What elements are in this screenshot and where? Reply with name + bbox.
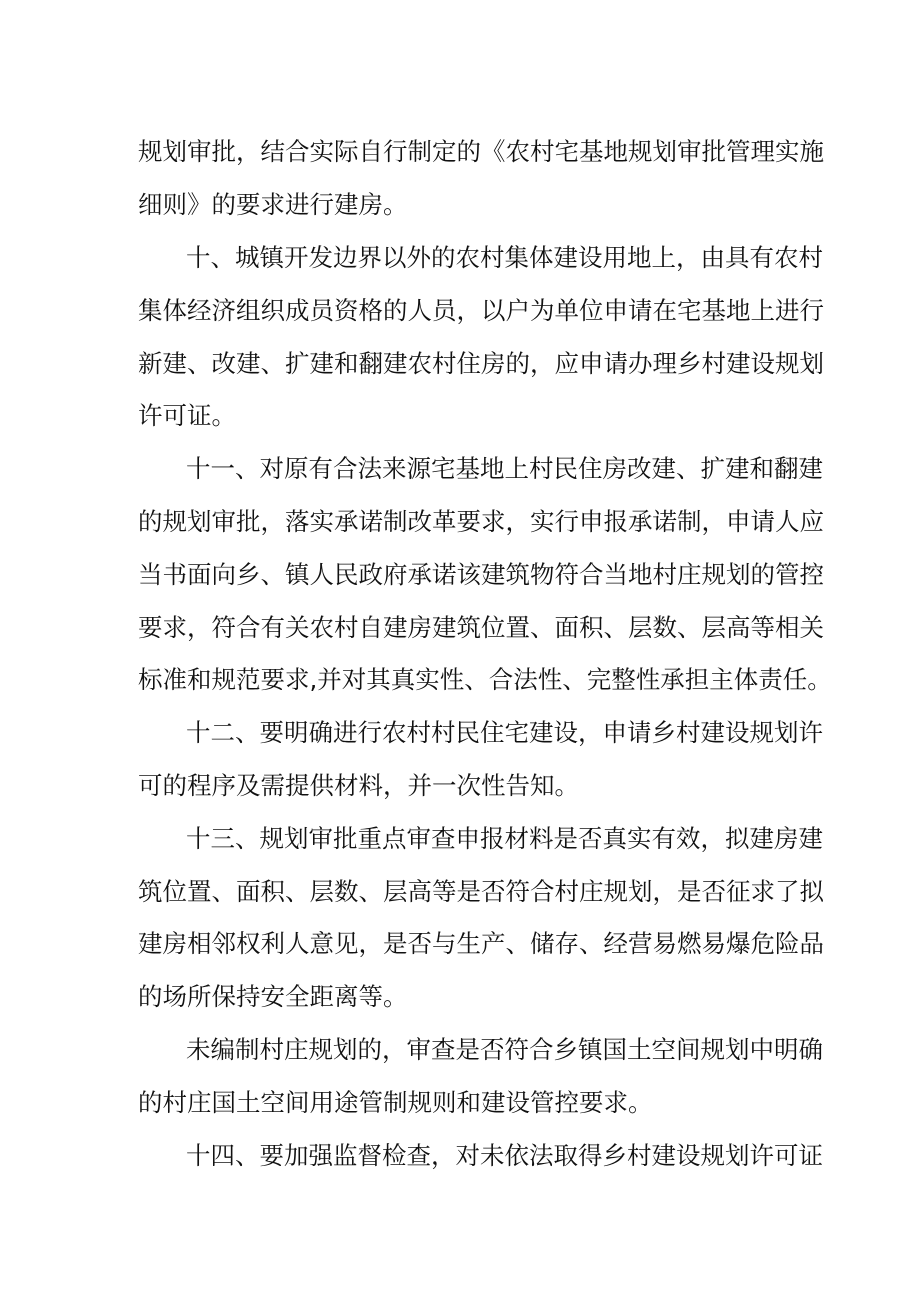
paragraph-start-line: 未编制村庄规划的，审查是否符合乡镇国土空间规划中明确 <box>186 1035 823 1064</box>
text-line: 细则》的要求进行建房。 <box>138 190 408 219</box>
text-line: 的场所保持安全距离等。 <box>138 982 408 1011</box>
text-line: 许可证。 <box>138 401 236 430</box>
paragraph-start-line: 十四、要加强监督检查，对未依法取得乡村建设规划许可证 <box>186 1141 823 1170</box>
text-line: 集体经济组织成员资格的人员，以户为单位申请在宅基地上进行 <box>138 296 824 325</box>
text-line: 的规划审批，落实承诺制改革要求，实行申报承诺制，申请人应 <box>138 507 824 536</box>
text-line: 可的程序及需提供材料，并一次性告知。 <box>138 771 579 800</box>
text-line: 建房相邻权利人意见，是否与生产、储存、经营易燃易爆危险品 <box>138 929 824 958</box>
text-line: 要求，符合有关农村自建房建筑位置、面积、层数、层高等相关 <box>138 613 824 642</box>
paragraph-start-line: 十三、规划审批重点审查申报材料是否真实有效，拟建房建 <box>186 824 823 853</box>
text-line: 新建、改建、扩建和翻建农村住房的，应申请办理乡村建设规划 <box>138 349 824 378</box>
text-line: 规划审批，结合实际自行制定的《农村宅基地规划审批管理实施 <box>138 137 824 166</box>
text-line: 当书面向乡、镇人民政府承诺该建筑物符合当地村庄规划的管控 <box>138 560 824 589</box>
paragraph-start-line: 十、城镇开发边界以外的农村集体建设用地上，由具有农村 <box>186 243 823 272</box>
text-line: 标准和规范要求,并对其真实性、合法性、完整性承担主体责任。 <box>138 665 832 694</box>
text-line: 筑位置、面积、层数、层高等是否符合村庄规划，是否征求了拟 <box>138 877 824 906</box>
paragraph-start-line: 十一、对原有合法来源宅基地上村民住房改建、扩建和翻建 <box>186 454 823 483</box>
text-line: 的村庄国土空间用途管制规则和建设管控要求。 <box>138 1088 653 1117</box>
paragraph-start-line: 十二、要明确进行农村村民住宅建设，申请乡村建设规划许 <box>186 718 823 747</box>
